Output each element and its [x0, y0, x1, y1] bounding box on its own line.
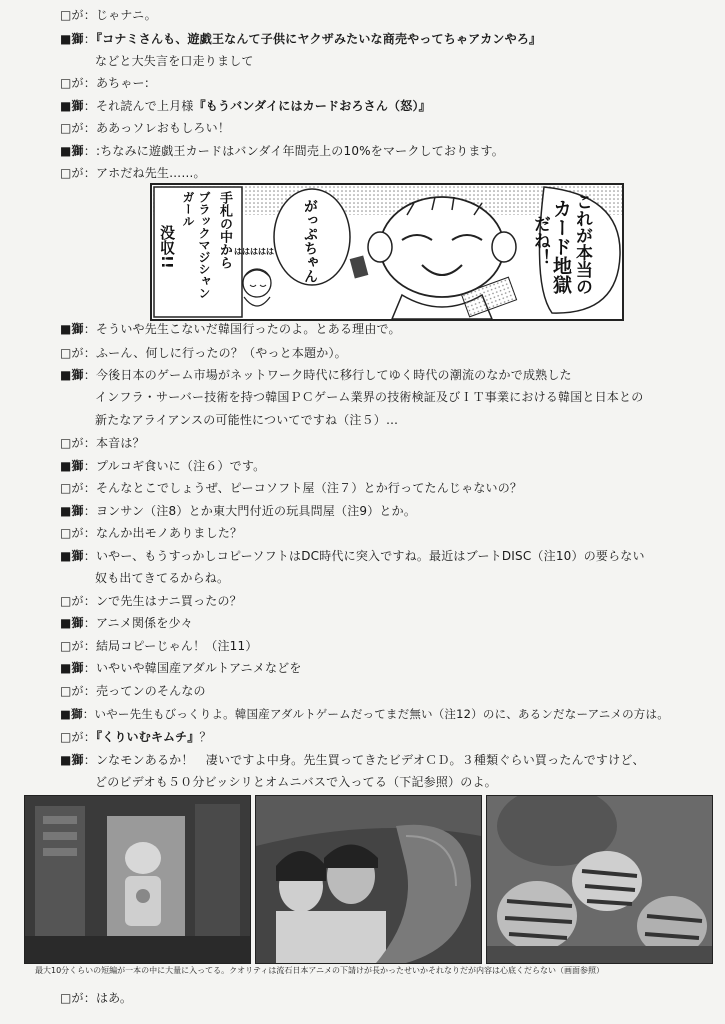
dialogue-text: どのビデオも５０分ビッシリとオムニバスで入ってる（下記参照）のよ。: [95, 775, 497, 789]
dialogue-line: □が：本音は？: [60, 436, 145, 450]
dialogue-line: □が：結局コピーじゃん！（注11）: [60, 639, 258, 653]
dialogue-line: ■獅：いやー、もうすっかしコピーソフトはDC時代に突入ですね。最近はブートDISC（注10）の要らない: [60, 549, 645, 563]
dialogue-text: ンなモンあるか！ 凄いですよ中身。先生買ってきたビデオＣＤ。３種類ぐらい買ったんですけど、: [95, 753, 645, 767]
speaker-label: ■獅: [60, 504, 84, 518]
speaker-label: □が: [60, 526, 84, 540]
dialogue-line: □が：はあ。: [60, 991, 133, 1005]
dialogue-text: 結局コピーじゃん！（注11）: [95, 639, 258, 653]
dialogue-line: ■獅：そういや先生こないだ韓国行ったのよ。とある理由で。: [60, 322, 401, 336]
dialogue-line: □が：あちゃー:: [60, 76, 149, 90]
sfx-text: ははははは: [234, 247, 274, 256]
dialogue-line: □が：『くりいむキムチ』？: [60, 730, 212, 744]
dialogue-line: [95, 53, 715, 69]
dialogue-line: ■獅：『コナミさんも、遊戯王なんて子供にヤクザみたいな商売やってちゃアカンやろ』: [60, 32, 542, 46]
dialogue-text: 新たなアライアンスの可能性についてですね（注５）…: [95, 413, 399, 427]
dialogue-text: 奴も出てきてるからね。: [95, 571, 230, 585]
dialogue-line: ■獅：ンなモンあるか！ 凄いですよ中身。先生買ってきたビデオＣＤ。３種類ぐらい買ったんですけど、: [60, 753, 645, 767]
dialogue-line: ■獅：ヨンサン（注8）とか東大門付近の玩具問屋（注9）とか。: [60, 504, 417, 518]
dialogue-text: そういや先生こないだ韓国行ったのよ。とある理由で。: [95, 322, 401, 336]
balloon-right-line: だね！: [530, 215, 550, 266]
speaker-label: □が: [60, 436, 84, 450]
dialogue-text: じゃナニ。: [95, 8, 157, 22]
speaker-label: □が: [60, 730, 84, 744]
dialogue-line: ■獅：それ読んで上月様『もうバンダイにはカードおろさん（怒）』: [60, 99, 431, 113]
dialogue-text: インフラ・サーバー技術を持つ韓国ＰＣゲーム業界の技術検証及びＩＴ事業における韓国と日本との: [95, 390, 644, 404]
panel-left-line: 没収!!: [158, 225, 176, 269]
dialogue-line: ■獅：今後日本のゲーム市場がネットワーク時代に移行してゆく時代の潮流のなかで成熟した: [60, 368, 572, 382]
balloon-right-line: カード地獄: [550, 199, 572, 294]
speaker-label: □が: [60, 121, 84, 135]
dialogue-line: [95, 570, 715, 586]
speaker-label: □が: [60, 639, 84, 653]
dialogue-line: [95, 412, 715, 428]
dialogue-text: ああっソレおもしろい！: [95, 121, 231, 135]
panel-left-line: ブラックマジシャン: [197, 191, 211, 299]
dialogue-text: アホだね先生……。: [95, 166, 206, 180]
dialogue-emphasis: 『もうバンダイにはカードおろさん（怒）』: [193, 99, 431, 113]
video-screenshot-3: [486, 795, 713, 964]
dialogue-text: プルコギ食いに（注６）です。: [95, 459, 266, 473]
speaker-label: ■獅: [60, 616, 84, 630]
dialogue-line: ■獅：プルコギ食いに（注６）です。: [60, 459, 266, 473]
dialogue-line: [95, 774, 715, 790]
dialogue-line: □が：なんか出モノありました？: [60, 526, 243, 540]
dialogue-text: はあ。: [95, 991, 133, 1005]
dialogue-text: それ読んで上月様: [95, 99, 194, 113]
dialogue-text: ンで先生はナニ買ったの？: [95, 594, 242, 608]
dialogue-text: :ちなみに遊戯王カードはバンダイ年間売上の10%をマークしております。: [95, 144, 504, 158]
photo-caption: 最大10分くらいの短編が一本の中に大量に入ってる。クオリティは流石日本アニメの下請けが長かったせいかそれなりだが内容は心底くだらない（画面参照）: [35, 966, 604, 975]
dialogue-text: そんなとこでしょうぜ、ピーコソフト屋（注７）とか行ってたんじゃないの？: [95, 481, 523, 495]
speaker-label: □が: [60, 166, 84, 180]
speaker-label: □が: [60, 991, 84, 1005]
comic-panel: [150, 183, 624, 321]
dialogue-suffix: ？: [199, 730, 212, 744]
dialogue-line: □が：ンで先生はナニ買ったの？: [60, 594, 242, 608]
speaker-label: □が: [60, 346, 84, 360]
dialogue-text: 今後日本のゲーム市場がネットワーク時代に移行してゆく時代の潮流のなかで成熟した: [95, 368, 572, 382]
dialogue-text: などと大失言を口走りまして: [95, 54, 254, 68]
dialogue-text: いやー、もうすっかしコピーソフトはDC時代に突入ですね。最近はブートDISC（注10）の要らない: [95, 549, 645, 563]
speaker-label: ■獅: [60, 368, 84, 382]
speaker-label: ■獅: [60, 549, 84, 563]
dialogue-text: なんか出モノありました？: [95, 526, 243, 540]
dialogue-text: 売ってンのそんなの: [95, 684, 206, 698]
dialogue-line: □が：アホだね先生……。: [60, 166, 206, 180]
speaker-label: ■獅: [60, 322, 84, 336]
speaker-label: ■獅: [60, 99, 84, 113]
balloon-right-line: これが本当の: [572, 193, 592, 295]
speaker-label: ■獅: [60, 459, 84, 473]
panel-left-line: ガール: [181, 191, 195, 227]
dialogue-line: ■獅：:ちなみに遊戯王カードはバンダイ年間売上の10%をマークしております。: [60, 144, 504, 158]
dialogue-line: □が：そんなとこでしょうぜ、ピーコソフト屋（注７）とか行ってたんじゃないの？: [60, 481, 523, 495]
video-screenshot-2: [255, 795, 482, 964]
dialogue-line: ■獅：いやいや韓国産アダルトアニメなどを: [60, 661, 302, 675]
dialogue-line: □が：売ってンのそんなの: [60, 684, 206, 698]
dialogue-text: あちゃー:: [95, 76, 149, 90]
dialogue-line: [95, 389, 715, 405]
dialogue-text: いやー先生もびっくりよ。韓国産アダルトゲームだってまだ無い（注12）のに、あるンだなーアニメの方は。: [94, 707, 669, 721]
dialogue-text: ふーん、何しに行ったの？（やっと本題か）。: [95, 346, 347, 360]
speaker-label: □が: [60, 8, 84, 22]
panel-left-line: 手札の中から: [217, 191, 232, 269]
dialogue-line: □が：ふーん、何しに行ったの？（やっと本題か）。: [60, 346, 347, 360]
speaker-label: □が: [60, 594, 84, 608]
dialogue-line: ■獅：アニメ関係を少々: [60, 616, 193, 630]
dialogue-text: 本音は？: [95, 436, 145, 450]
dialogue-text: 『コナミさんも、遊戯王なんて子供にヤクザみたいな商売やってちゃアカンやろ』: [95, 32, 542, 46]
speaker-label: ■獅: [60, 753, 84, 767]
dialogue-emphasis: 『くりいむキムチ』: [95, 730, 200, 744]
speaker-label: ■獅: [60, 32, 84, 46]
balloon-mid-text: がっぷちゃん: [302, 199, 318, 283]
video-screenshot-1: [24, 795, 251, 964]
dialogue-line: □が：ああっソレおもしろい！: [60, 121, 231, 135]
speaker-label: □が: [60, 76, 84, 90]
speaker-label: ■獅: [60, 661, 84, 675]
speaker-label: ■獅: [60, 707, 83, 721]
dialogue-text: いやいや韓国産アダルトアニメなどを: [95, 661, 302, 675]
dialogue-line: □が：じゃナニ。: [60, 8, 157, 22]
dialogue-line: ■獅：いやー先生もびっくりよ。韓国産アダルトゲームだってまだ無い（注12）のに、あるンだなーアニメの方は。: [60, 707, 669, 721]
speaker-label: □が: [60, 684, 84, 698]
speaker-label: ■獅: [60, 144, 84, 158]
dialogue-text: アニメ関係を少々: [95, 616, 193, 630]
speaker-label: □が: [60, 481, 84, 495]
dialogue-text: ヨンサン（注8）とか東大門付近の玩具問屋（注9）とか。: [95, 504, 417, 518]
